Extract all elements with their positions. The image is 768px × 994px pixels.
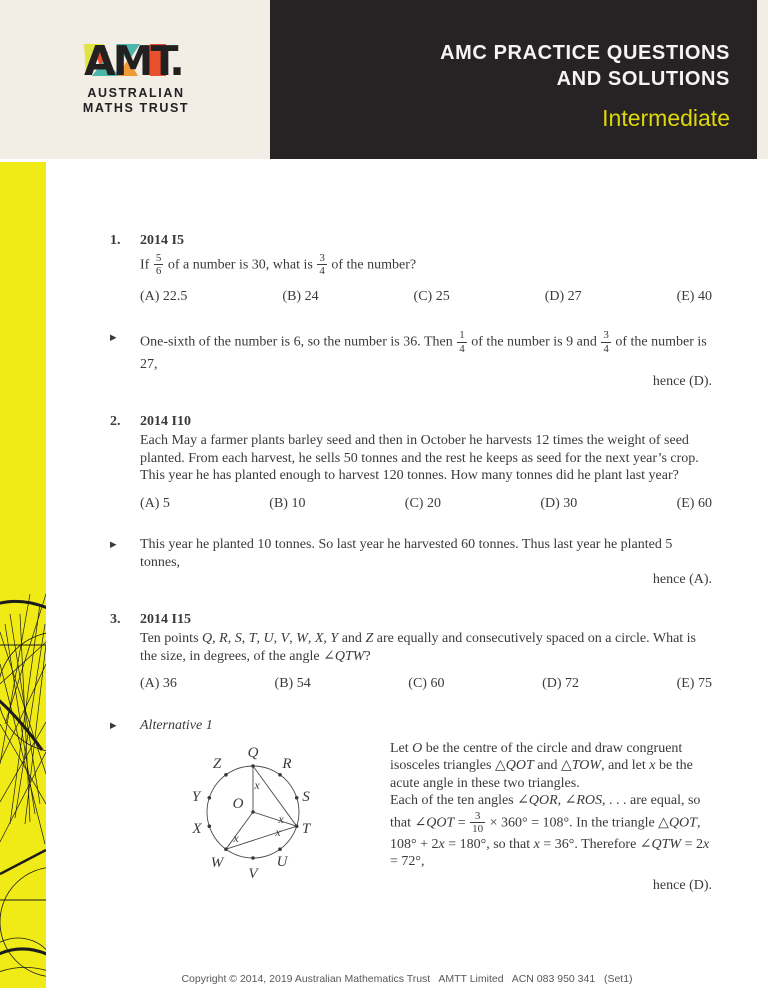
option-a: (A) 22.5 bbox=[140, 288, 188, 304]
question-2-heading bbox=[110, 413, 712, 431]
option-c: (C) 25 bbox=[413, 288, 450, 304]
solution-3-text-column bbox=[390, 740, 712, 895]
solution-3-figure-row bbox=[110, 740, 712, 895]
solution-3-answer: hence (D). bbox=[652, 877, 712, 893]
solution-3-body bbox=[140, 717, 712, 736]
copyright-footer: Copyright © 2014, 2019 Australian Mathematics Trust AMTT Limited ACN 083 950 341 (Set1) bbox=[181, 973, 633, 985]
solution-1-answer: hence (D). bbox=[652, 374, 712, 390]
amt-logo-graphic bbox=[84, 42, 188, 80]
header-band bbox=[0, 0, 768, 159]
solution-2 bbox=[110, 536, 712, 589]
option-d: (D) 72 bbox=[542, 676, 579, 692]
question-3-stem: Ten points Q, R, S, T, U, V, W, X, Y and Z are equally and consecutively spaced on a circle. What is the size, in degrees, of the angle ∠QTW? bbox=[140, 631, 697, 664]
header-title-line2: AND SOLUTIONS bbox=[556, 68, 730, 90]
header-title-line1: AMC PRACTICE QUESTIONS bbox=[440, 42, 730, 64]
option-e: (E) 60 bbox=[676, 495, 712, 511]
option-c: (C) 60 bbox=[408, 676, 445, 692]
amt-logo-word: AMT. bbox=[84, 42, 182, 80]
solution-2-text: This year he planted 10 tonnes. So last year he harvested 60 tonnes. Thus last year he planted 5 tonnes, bbox=[140, 537, 673, 570]
question-3-options bbox=[140, 675, 712, 693]
option-b: (B) 24 bbox=[282, 288, 319, 304]
diagram-label-z: Z bbox=[212, 755, 222, 772]
header-title-box bbox=[270, 0, 757, 159]
question-1-heading bbox=[110, 232, 712, 250]
diagram-label-y: Y bbox=[191, 788, 201, 805]
option-e: (E) 75 bbox=[676, 676, 712, 692]
circle-diagram-graphic bbox=[165, 740, 345, 882]
option-d: (D) 30 bbox=[540, 495, 578, 511]
amt-logo bbox=[78, 42, 194, 116]
option-a: (A) 36 bbox=[140, 676, 177, 692]
header-level: Intermediate bbox=[602, 105, 730, 131]
solution-3-alternative-label: Alternative 1 bbox=[140, 717, 213, 733]
option-c: (C) 20 bbox=[404, 495, 441, 511]
diagram-label-v: V bbox=[248, 865, 258, 882]
diagram-label-w: W bbox=[210, 854, 224, 871]
solution-1 bbox=[110, 329, 712, 390]
diagram-angle-x1: x bbox=[254, 777, 260, 792]
diagram-label-s: S bbox=[302, 788, 310, 805]
question-1-code: 2014 I5 bbox=[140, 233, 184, 248]
option-a: (A) 5 bbox=[140, 495, 170, 511]
circle-diagram bbox=[165, 740, 345, 895]
diagram-angle-x2: x bbox=[278, 811, 284, 826]
content-area bbox=[110, 160, 712, 894]
question-2-number: 2. bbox=[110, 413, 121, 429]
question-1-number: 1. bbox=[110, 233, 121, 248]
solution-2-body bbox=[140, 536, 712, 589]
question-1-stem: If $\frac{5}{6}$ of a number is 30, what is $\frac{3}{4}$ of the number? bbox=[140, 251, 417, 278]
question-2-code: 2014 I10 bbox=[140, 413, 191, 429]
option-b: (B) 54 bbox=[274, 676, 311, 692]
solution-2-answer: hence (A). bbox=[652, 572, 712, 588]
diagram-label-r: R bbox=[282, 755, 292, 772]
solution-1-body bbox=[140, 329, 712, 390]
diagram-angle-x3: x bbox=[275, 824, 281, 839]
diagram-angle-x4: x bbox=[233, 830, 239, 845]
diagram-label-x: X bbox=[192, 820, 202, 837]
question-3-code: 2014 I15 bbox=[140, 611, 191, 627]
question-2-options bbox=[140, 495, 712, 513]
question-3 bbox=[110, 611, 712, 693]
solution-marker-icon: ▶ bbox=[110, 720, 117, 731]
diagram-label-q: Q bbox=[247, 744, 259, 761]
solution-3-paragraph-1: Let O be the centre of the circle and draw congruent isosceles triangles △QOT and △TOW, and let x be the acute angle in these two triangles. bbox=[390, 740, 693, 791]
logo-subtitle-line1: AUSTRALIAN bbox=[87, 86, 185, 100]
question-1 bbox=[110, 232, 712, 305]
diagram-label-o: O bbox=[232, 795, 244, 812]
question-1-options bbox=[140, 288, 712, 306]
option-d: (D) 27 bbox=[544, 288, 582, 304]
question-2-stem: Each May a farmer plants barley seed and then in October he harvests 12 times the weight of seed planted. From each harvest, he sells 50 tonnes and the rest he keeps as seed for the next year’s crop. This year he has planted enough to harvest 120 tonnes. How many tonnes did he plant last year? bbox=[140, 433, 699, 484]
diagram-label-u: U bbox=[276, 853, 288, 870]
solution-3-paragraph-2: Each of the ten angles ∠QOR, ∠ROS, . . . are equal, so that ∠QOT = $\frac{3}{10}$ × 360° = 108°. In the triangle △QOT, 108° + 2x = 180°, so that x = 36°. Therefore ∠QTW = 2x = 72°, bbox=[390, 793, 710, 870]
solution-1-text: One-sixth of the number is 6, so the number is 36. Then $\frac{1}{4}$ of the number is 9 and $\frac{3}{4}$ of the number is 27, bbox=[140, 329, 707, 372]
question-3-heading bbox=[110, 611, 712, 629]
option-e: (E) 40 bbox=[676, 288, 712, 304]
question-3-number: 3. bbox=[110, 611, 121, 627]
sidebar-pattern-graphic bbox=[0, 162, 46, 988]
question-2 bbox=[110, 413, 712, 513]
header-titles bbox=[440, 40, 730, 132]
diagram-label-t: T bbox=[301, 820, 311, 837]
solution-3 bbox=[110, 717, 712, 736]
solution-marker-icon: ▶ bbox=[110, 540, 117, 551]
logo-subtitle-line2: MATHS TRUST bbox=[82, 101, 190, 115]
solution-marker-icon: ▶ bbox=[110, 333, 117, 344]
decorative-sidebar bbox=[0, 162, 46, 988]
option-b: (B) 10 bbox=[269, 495, 306, 511]
